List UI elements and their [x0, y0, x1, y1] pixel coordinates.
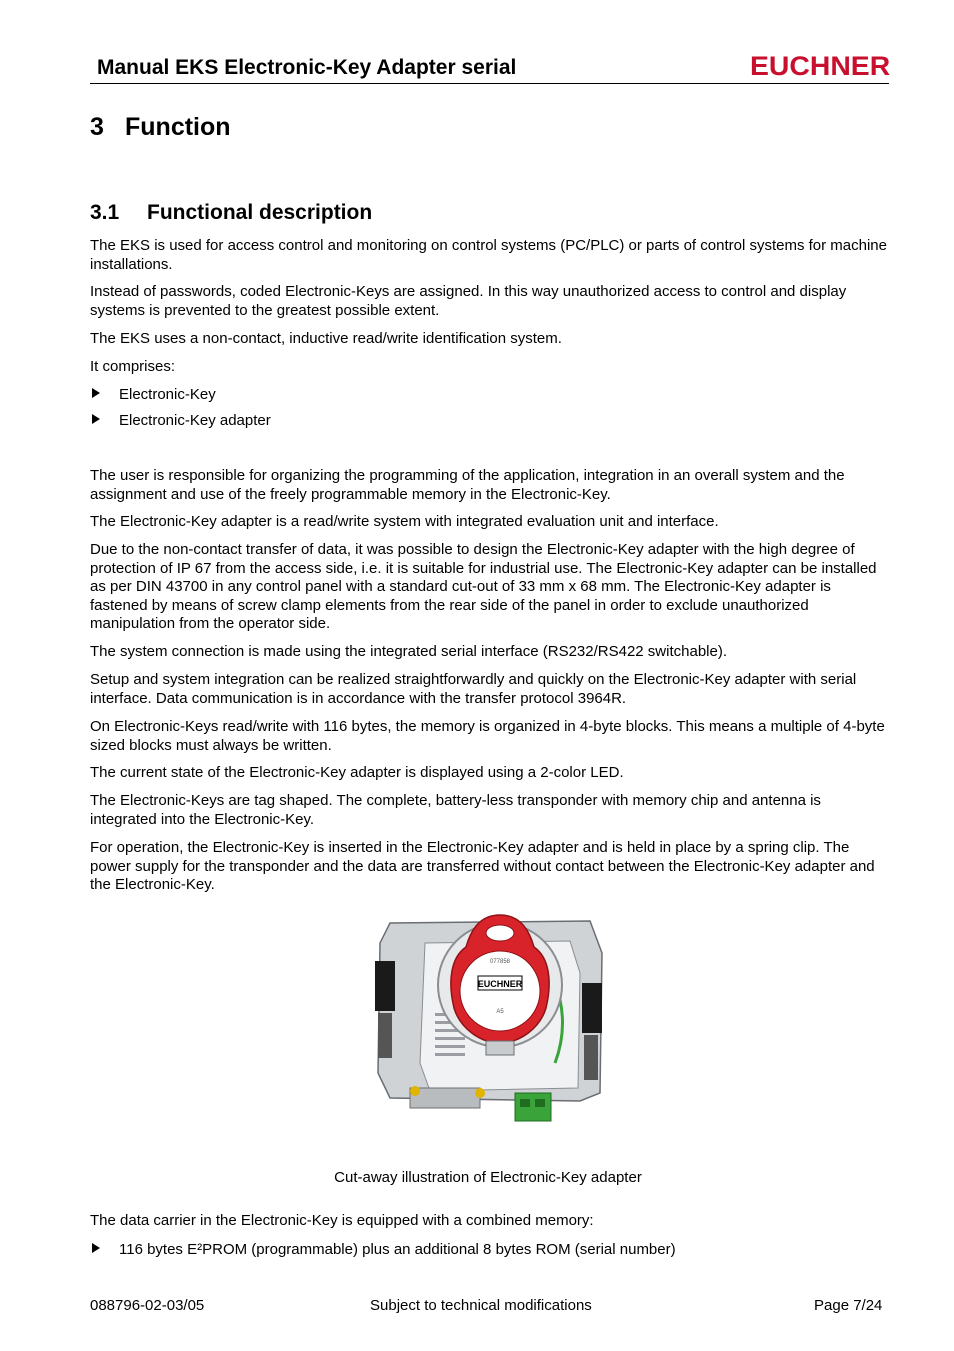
paragraph: Setup and system integration can be realized straightforwardly and quickly on the Electronic-Key adapter with serial interface. Data communication is in accordance with the transfer protocol 3964R.: [90, 671, 857, 707]
chapter-title: Function: [125, 113, 231, 141]
list-item: [92, 1241, 676, 1259]
paragraph: The current state of the Electronic-Key adapter is displayed using a 2-color LED.: [90, 764, 624, 781]
section-title: Functional description: [147, 201, 373, 224]
footer-page-number: Page 7/24: [814, 1297, 883, 1314]
paragraph: The Electronic-Key adapter is a read/write system with integrated evaluation unit and interface.: [90, 513, 719, 530]
list-item-text: Electronic-Key adapter: [119, 412, 271, 429]
adapter-illustration: [370, 913, 610, 1128]
paragraph: The Electronic-Keys are tag shaped. The complete, battery-less transponder with memory chip and antenna is integrated into the Electronic-Key.: [90, 792, 821, 828]
paragraph: The EKS is used for access control and monitoring on control systems (PC/PLC) or parts of control systems for machine installations.: [90, 237, 887, 273]
paragraph: The system connection is made using the integrated serial interface (RS232/RS422 switchable).: [90, 643, 727, 660]
footer-doc-number: 088796-02-03/05: [90, 1297, 205, 1314]
paragraph: For operation, the Electronic-Key is inserted in the Electronic-Key adapter and is held in place by a spring clip. The power supply for the transponder and the data are transferred without contact between the Electronic-Key adapter and the Electronic-Key.: [90, 839, 875, 893]
header-title: Manual EKS Electronic-Key Adapter serial: [97, 56, 517, 79]
chapter-heading: [90, 113, 231, 142]
list-item-text: 116 bytes E²PROM (programmable) plus an additional 8 bytes ROM (serial number): [119, 1241, 676, 1258]
key-code-label: A5: [496, 1009, 504, 1015]
euchner-logo: EUCHNER: [750, 51, 891, 81]
adapter-drawing: [370, 913, 610, 1128]
list-item: [92, 412, 271, 430]
footer-notice: Subject to technical modifications: [370, 1297, 592, 1314]
figure-caption: Cut-away illustration of Electronic-Key adapter: [334, 1169, 642, 1186]
bullet-arrow-icon: [92, 388, 100, 398]
list-item-text: Electronic-Key: [119, 386, 216, 403]
key-number-label: 077858: [489, 959, 511, 965]
chapter-number: 3: [90, 113, 104, 141]
bullet-arrow-icon: [92, 1243, 100, 1253]
section-heading: [90, 201, 372, 225]
paragraph: The EKS uses a non-contact, inductive read/write identification system.: [90, 330, 562, 347]
paragraph: The user is responsible for organizing the programming of the application, integration in an overall system and the assignment and use of the freely programmable memory in the Electronic-Key.: [90, 467, 845, 503]
paragraph: On Electronic-Keys read/write with 116 bytes, the memory is organized in 4-byte blocks. This means a multiple of 4-byte sized blocks must always be written.: [90, 718, 885, 754]
bullet-arrow-icon: [92, 414, 100, 424]
paragraph: The data carrier in the Electronic-Key is equipped with a combined memory:: [90, 1212, 594, 1229]
list-item: [92, 386, 216, 404]
paragraph: It comprises:: [90, 358, 176, 375]
paragraph: Due to the non-contact transfer of data, it was possible to design the Electronic-Key adapter with the high degree of protection of IP 67 from the access side, i.e. it is suitable for industrial use. The Electronic-Key adapter can be installed as per DIN 43700 in any control panel with a standard cut-out of 33 mm x 68 mm. The Electronic-Key adapter is fastened by means of screw clamp elements from the rear side of the panel in order to exclude unauthorized manipulation from the operator side.: [90, 541, 877, 632]
section-number: 3.1: [90, 201, 120, 224]
header-divider: [90, 83, 889, 84]
key-brand-label: EUCHNER: [477, 979, 523, 989]
paragraph: Instead of passwords, coded Electronic-Keys are assigned. In this way unauthorized access to control and display systems is prevented to the greatest possible extent.: [90, 283, 847, 319]
